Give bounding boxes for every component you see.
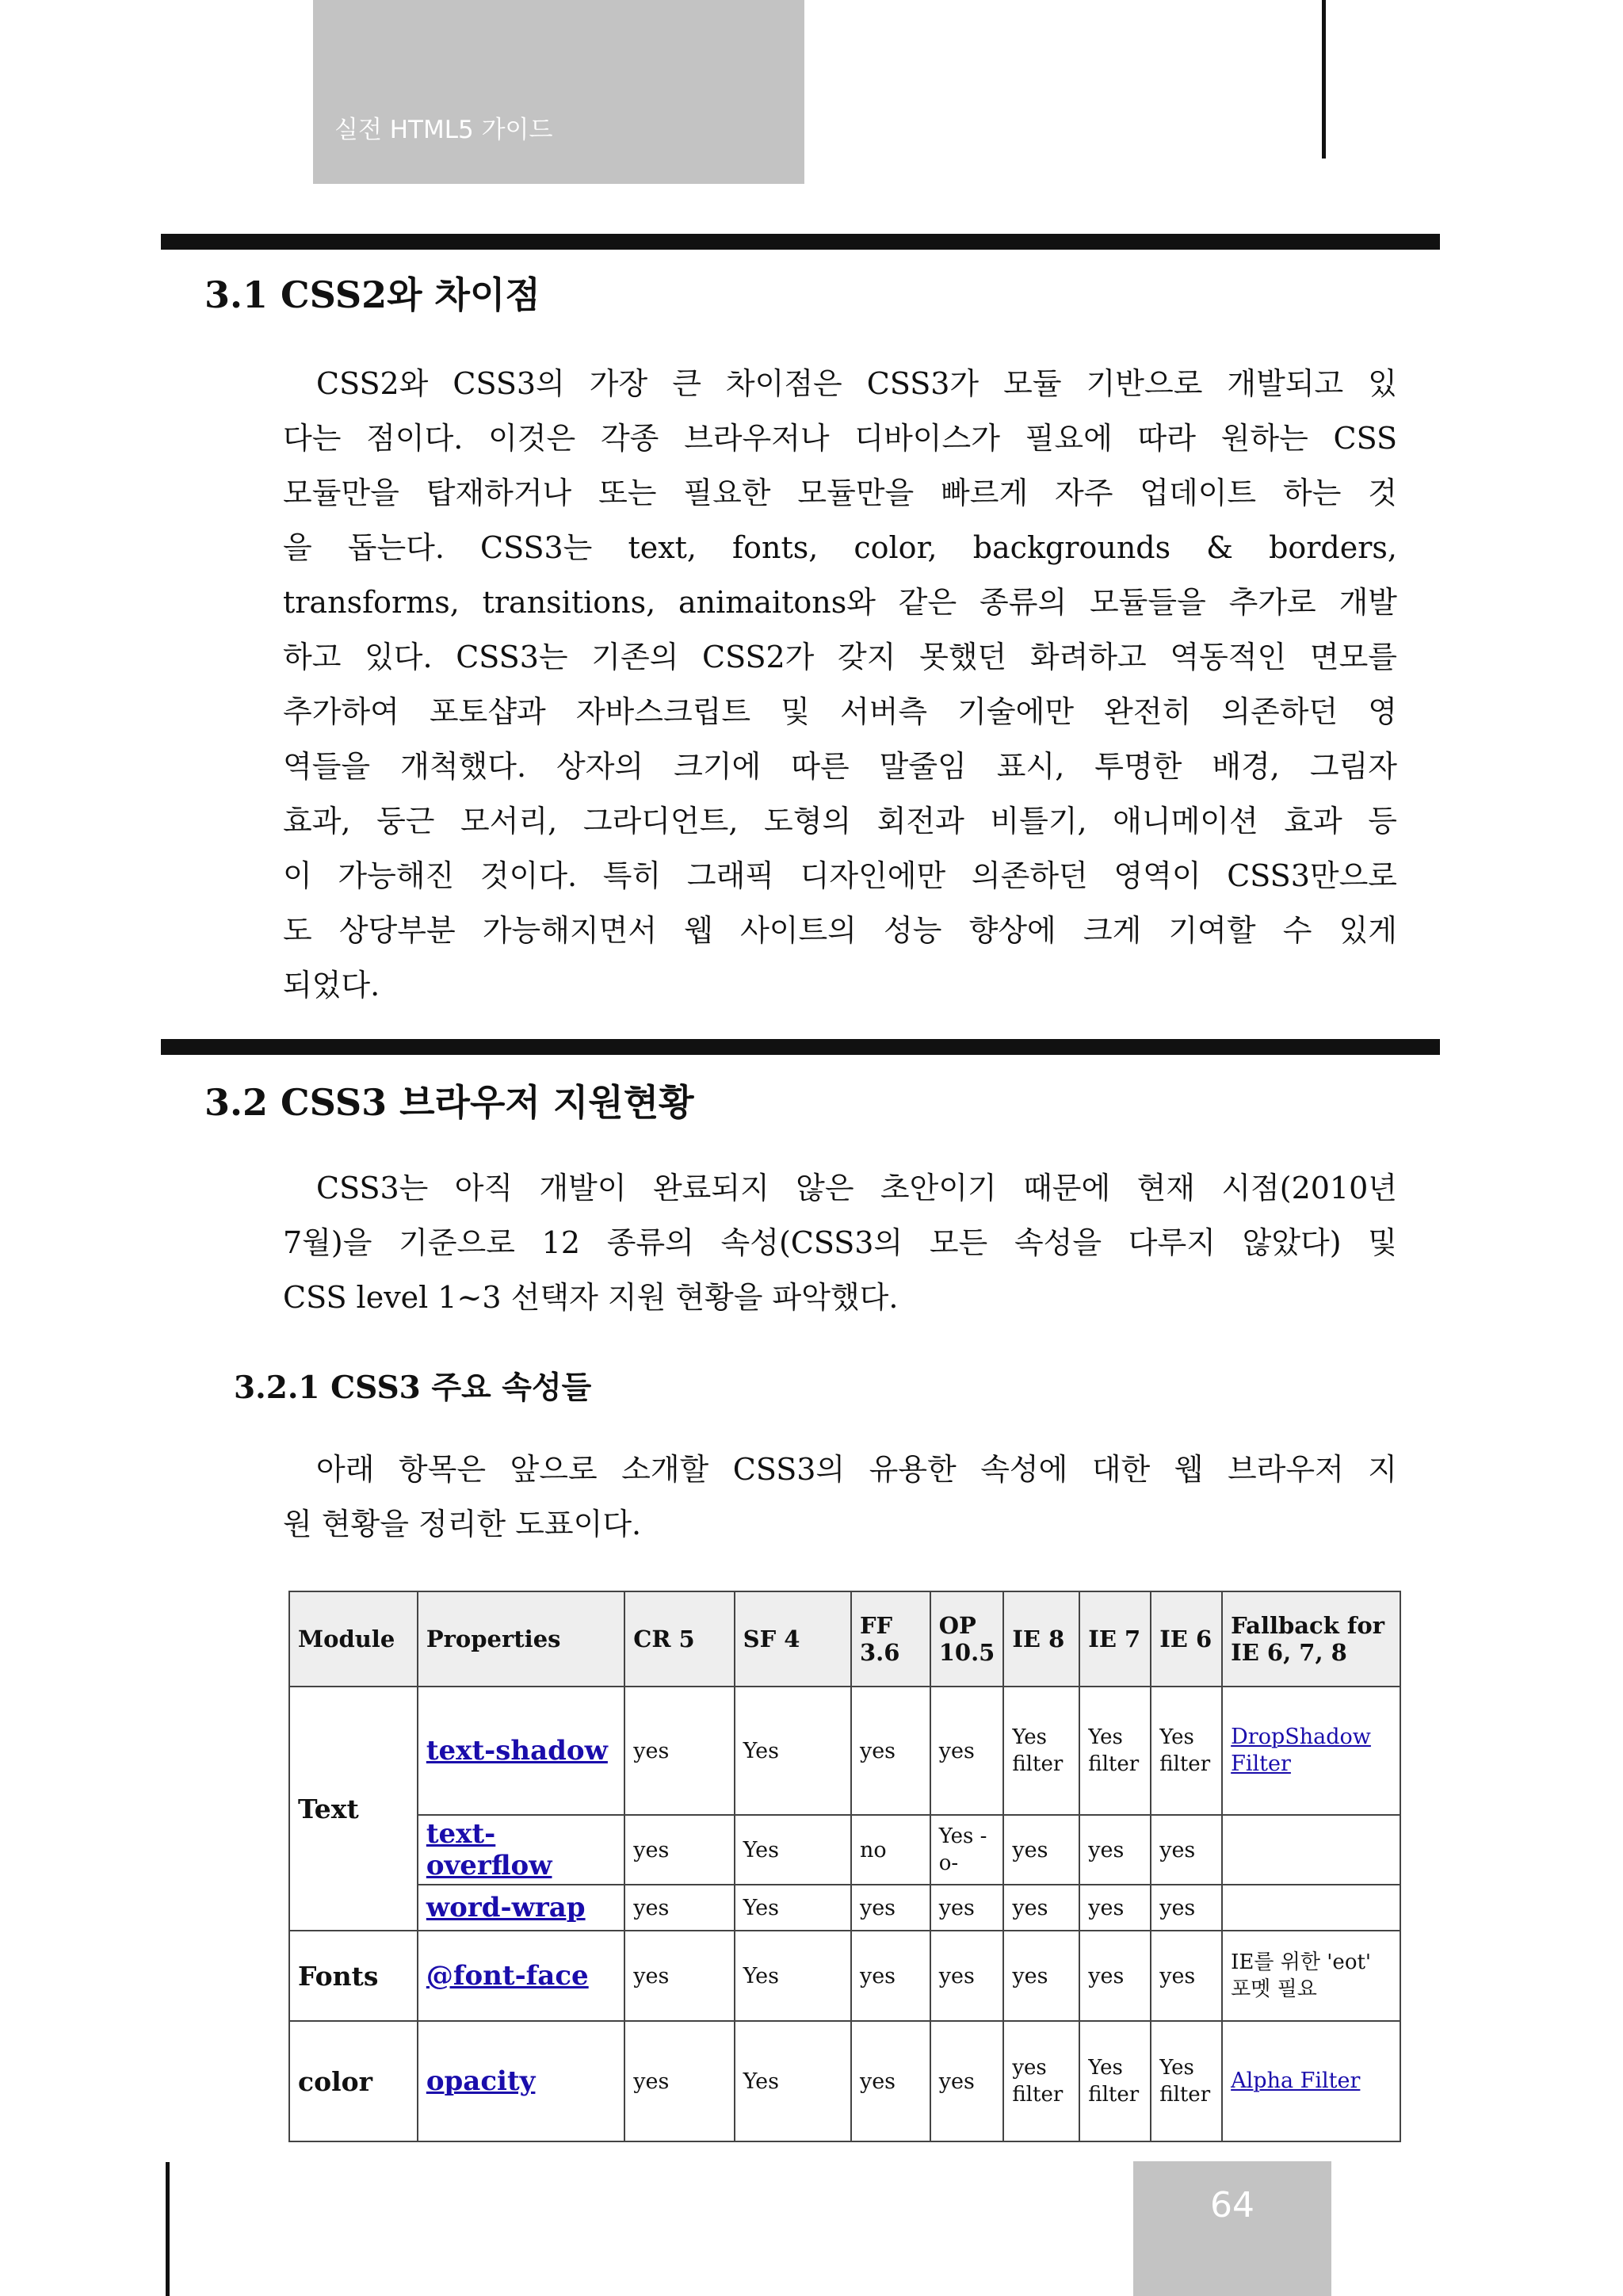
support-cell: yes [1079,1931,1151,2021]
support-cell: yes [1003,1931,1079,2021]
module-cell: color [289,2021,418,2141]
support-cell: Yes filter [1151,2021,1222,2141]
column-header: IE 6 [1151,1591,1222,1687]
text-line: 을 돕는다. CSS3는 text, fonts, color, backgrounds & borders, [283,530,1397,565]
table-row [289,2021,1400,2141]
support-cell: Yes [735,1931,851,2021]
support-cell: yes [1079,1885,1151,1931]
fallback-cell [1222,2021,1400,2141]
support-cell: Yes filter [1079,1687,1151,1815]
text-line: CSS level 1~3 선택자 지원 현황을 파악했다. [283,1280,899,1315]
support-cell: yes [1151,1885,1222,1931]
text-line: 원 현황을 정리한 도표이다. [283,1507,642,1541]
support-cell: yes [930,1687,1004,1815]
support-cell: Yes [735,1687,851,1815]
support-cell: yes [851,1687,930,1815]
column-header: SF 4 [735,1591,851,1687]
support-cell: yes [930,1931,1004,2021]
support-cell: Yes [735,1885,851,1931]
support-cell: yes [851,1885,930,1931]
property-link[interactable]: word-wrap [426,1892,586,1924]
property-link[interactable]: text-shadow [426,1735,608,1767]
text-line: 도 상당부분 가능해지면서 웹 사이트의 성능 향상에 크게 기여할 수 있게 [283,913,1397,948]
support-cell: yes [930,2021,1004,2141]
property-cell [418,1687,624,1815]
fallback-link[interactable]: Alpha Filter [1231,2069,1361,2093]
text-line: 7월)을 기준으로 12 종류의 속성(CSS3의 모든 속성을 다루지 않았다) 및 [283,1225,1397,1260]
fallback-cell [1222,1687,1400,1815]
section-rule-3-1 [161,234,1440,250]
subsection-heading-3-2-1: 3.2.1 CSS3 주요 속성들 [234,1370,592,1406]
support-cell: yes filter [1003,2021,1079,2141]
section-3-2-1-paragraph [283,1442,1397,1552]
header-divider [1322,0,1326,159]
property-link[interactable]: @font-face [426,1960,589,1992]
support-cell: yes [624,1885,734,1931]
support-cell: yes [1151,1815,1222,1885]
table-row [289,1885,1400,1931]
css3-support-table [288,1591,1401,2142]
support-cell: Yes [735,2021,851,2141]
support-cell: yes [624,1815,734,1885]
table-header-row [289,1591,1400,1687]
support-cell: no [851,1815,930,1885]
support-cell: Yes filter [1003,1687,1079,1815]
support-cell: yes [1151,1931,1222,2021]
text-line: 이 가능해진 것이다. 특히 그래픽 디자인에만 의존하던 영역이 CSS3만으로 [283,858,1397,893]
section-3-1-paragraph [283,357,1397,1013]
module-cell: Fonts [289,1931,418,2021]
running-header-title: 실전 HTML5 가이드 [334,116,553,144]
text-line: 추가하여 포토샵과 자바스크립트 및 서버측 기술에만 완전히 의존하던 영 [283,694,1397,729]
column-header: Properties [418,1591,624,1687]
section-heading-3-2: 3.2 CSS3 브라우저 지원현황 [204,1081,694,1124]
support-cell: Yes [735,1815,851,1885]
support-cell: yes [624,1931,734,2021]
column-header: Module [289,1591,418,1687]
section-rule-3-2 [161,1039,1440,1055]
column-header: Fallback for IE 6, 7, 8 [1222,1591,1400,1687]
fallback-cell [1222,1815,1400,1885]
fallback-cell: IE를 위한 'eot' 포멧 필요 [1222,1931,1400,2021]
table-row [289,1815,1400,1885]
text-line: 하고 있다. CSS3는 기존의 CSS2가 갖지 못했던 화려하고 역동적인 면모를 [283,640,1397,674]
support-cell: Yes filter [1151,1687,1222,1815]
support-cell: yes [624,2021,734,2141]
property-cell [418,1931,624,2021]
support-cell: Yes filter [1079,2021,1151,2141]
support-cell: yes [624,1687,734,1815]
text-line: 역들을 개척했다. 상자의 크기에 따른 말줄임 표시, 투명한 배경, 그림자 [283,749,1397,784]
support-cell: yes [930,1885,1004,1931]
footer-divider [166,2162,170,2296]
table-row [289,1687,1400,1815]
column-header: IE 8 [1003,1591,1079,1687]
support-cell: yes [851,2021,930,2141]
fallback-link[interactable]: DropShadow Filter [1231,1725,1371,1776]
module-cell: Text [289,1687,418,1931]
fallback-cell [1222,1885,1400,1931]
property-cell [418,2021,624,2141]
table-row [289,1931,1400,2021]
page-number: 64 [1210,2185,1254,2225]
support-cell: yes [1079,1815,1151,1885]
header-box [313,0,804,184]
page-number-box [1133,2161,1331,2296]
text-line: 다는 점이다. 이것은 각종 브라우저나 디바이스가 필요에 따라 원하는 CSS [283,421,1397,456]
text-line: CSS2와 CSS3의 가장 큰 차이점은 CSS3가 모듈 기반으로 개발되고 있 [316,366,1397,401]
property-link[interactable]: text-overflow [426,1818,552,1881]
property-cell [418,1885,624,1931]
section-3-2-paragraph [283,1161,1397,1325]
support-cell: yes [851,1931,930,2021]
column-header: OP 10.5 [930,1591,1004,1687]
column-header: FF 3.6 [851,1591,930,1687]
support-cell: Yes -o- [930,1815,1004,1885]
text-line: 효과, 둥근 모서리, 그라디언트, 도형의 회전과 비틀기, 애니메이션 효과 등 [283,804,1397,839]
support-cell: yes [1003,1885,1079,1931]
column-header: CR 5 [624,1591,734,1687]
text-line: 모듈만을 탑재하거나 또는 필요한 모듈만을 빠르게 자주 업데이트 하는 것 [283,476,1397,510]
property-link[interactable]: opacity [426,2065,536,2097]
section-heading-3-1: 3.1 CSS2와 차이점 [204,273,540,316]
column-header: IE 7 [1079,1591,1151,1687]
text-line: 아래 항목은 앞으로 소개할 CSS3의 유용한 속성에 대한 웹 브라우저 지 [316,1452,1397,1487]
text-line: transforms, transitions, animaitons와 같은 종류의 모듈들을 추가로 개발 [283,585,1397,620]
support-cell: yes [1003,1815,1079,1885]
text-line: CSS3는 아직 개발이 완료되지 않은 초안이기 때문에 현재 시점(2010년 [316,1171,1397,1205]
text-line: 되었다. [283,968,380,1003]
property-cell [418,1815,624,1885]
